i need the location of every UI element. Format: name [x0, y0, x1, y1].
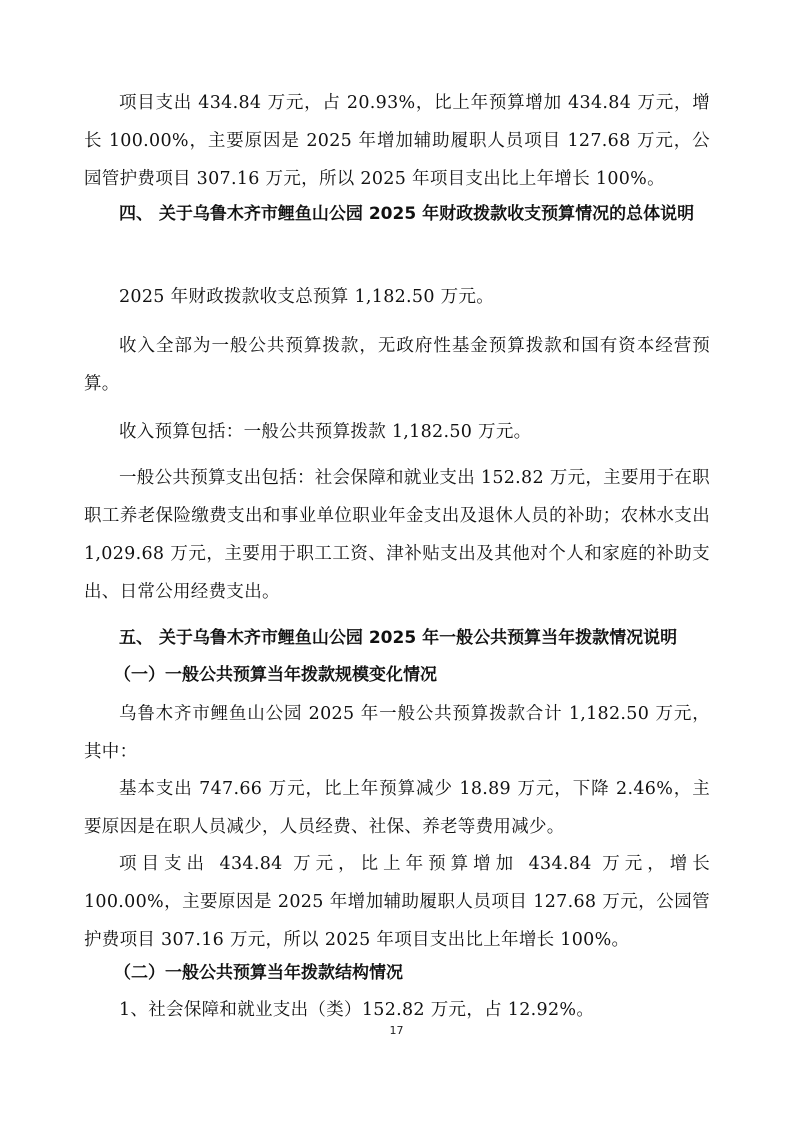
paragraph-income-composition: 收入全部为一般公共预算拨款，无政府性基金预算拨款和国有资本经营预算。: [84, 336, 710, 394]
section-heading-5: 五、 关于乌鲁木齐市鲤鱼山公园 2025 年一般公共预算当年拨款情况说明: [119, 628, 678, 648]
paragraph-expenditure-breakdown: 一般公共预算支出包括：社会保障和就业支出 152.82 万元，主要用于在职职工养老保险缴费支出和事业单位职业年金支出及退休人员的补助；农林水支出 1,029.68 万元，主要用于职工工资、津补贴支出及其他对个人和家庭的补助支出、日常公用经费支出。: [84, 468, 710, 602]
paragraph-social-security: 1、社会保障和就业支出（类）152.82 万元，占 12.92%。: [119, 1000, 595, 1020]
paragraph-project-expenditure: 项目支出 434.84 万元，比上年预算增加 434.84 万元，增长 100.00%，主要原因是 2025 年增加辅助履职人员项目 127.68 万元，公园管护费项目 307.16 万元，所以 2025 年项目支出比上年增长 100%。: [84, 854, 710, 950]
subsection-heading-5-2: （二）一般公共预算当年拨款结构情况: [114, 963, 403, 983]
paragraph-income-budget: 收入预算包括：一般公共预算拨款 1,182.50 万元。: [119, 422, 532, 442]
paragraph-basic-expenditure: 基本支出 747.66 万元，比上年预算减少 18.89 万元，下降 2.46%，主要原因是在职人员减少，人员经费、社保、养老等费用减少。: [84, 779, 710, 837]
paragraph-project-expenditure-share: 项目支出 434.84 万元，占 20.93%，比上年预算增加 434.84 万元，增长 100.00%，主要原因是 2025 年增加辅助履职人员项目 127.68 万元，公园管护费项目 307.16 万元，所以 2025 年项目支出比上年增长 100%。: [84, 93, 710, 189]
paragraph-budget-total: 乌鲁木齐市鲤鱼山公园 2025 年一般公共预算拨款合计 1,182.50 万元，其中：: [84, 704, 710, 762]
paragraph-total-budget: 2025 年财政拨款收支总预算 1,182.50 万元。: [119, 287, 495, 307]
subsection-heading-5-1: （一）一般公共预算当年拨款规模变化情况: [114, 665, 437, 685]
section-heading-4: 四、 关于乌鲁木齐市鲤鱼山公园 2025 年财政拨款收支预算情况的总体说明: [119, 204, 695, 224]
page-number: 17: [389, 1024, 404, 1037]
